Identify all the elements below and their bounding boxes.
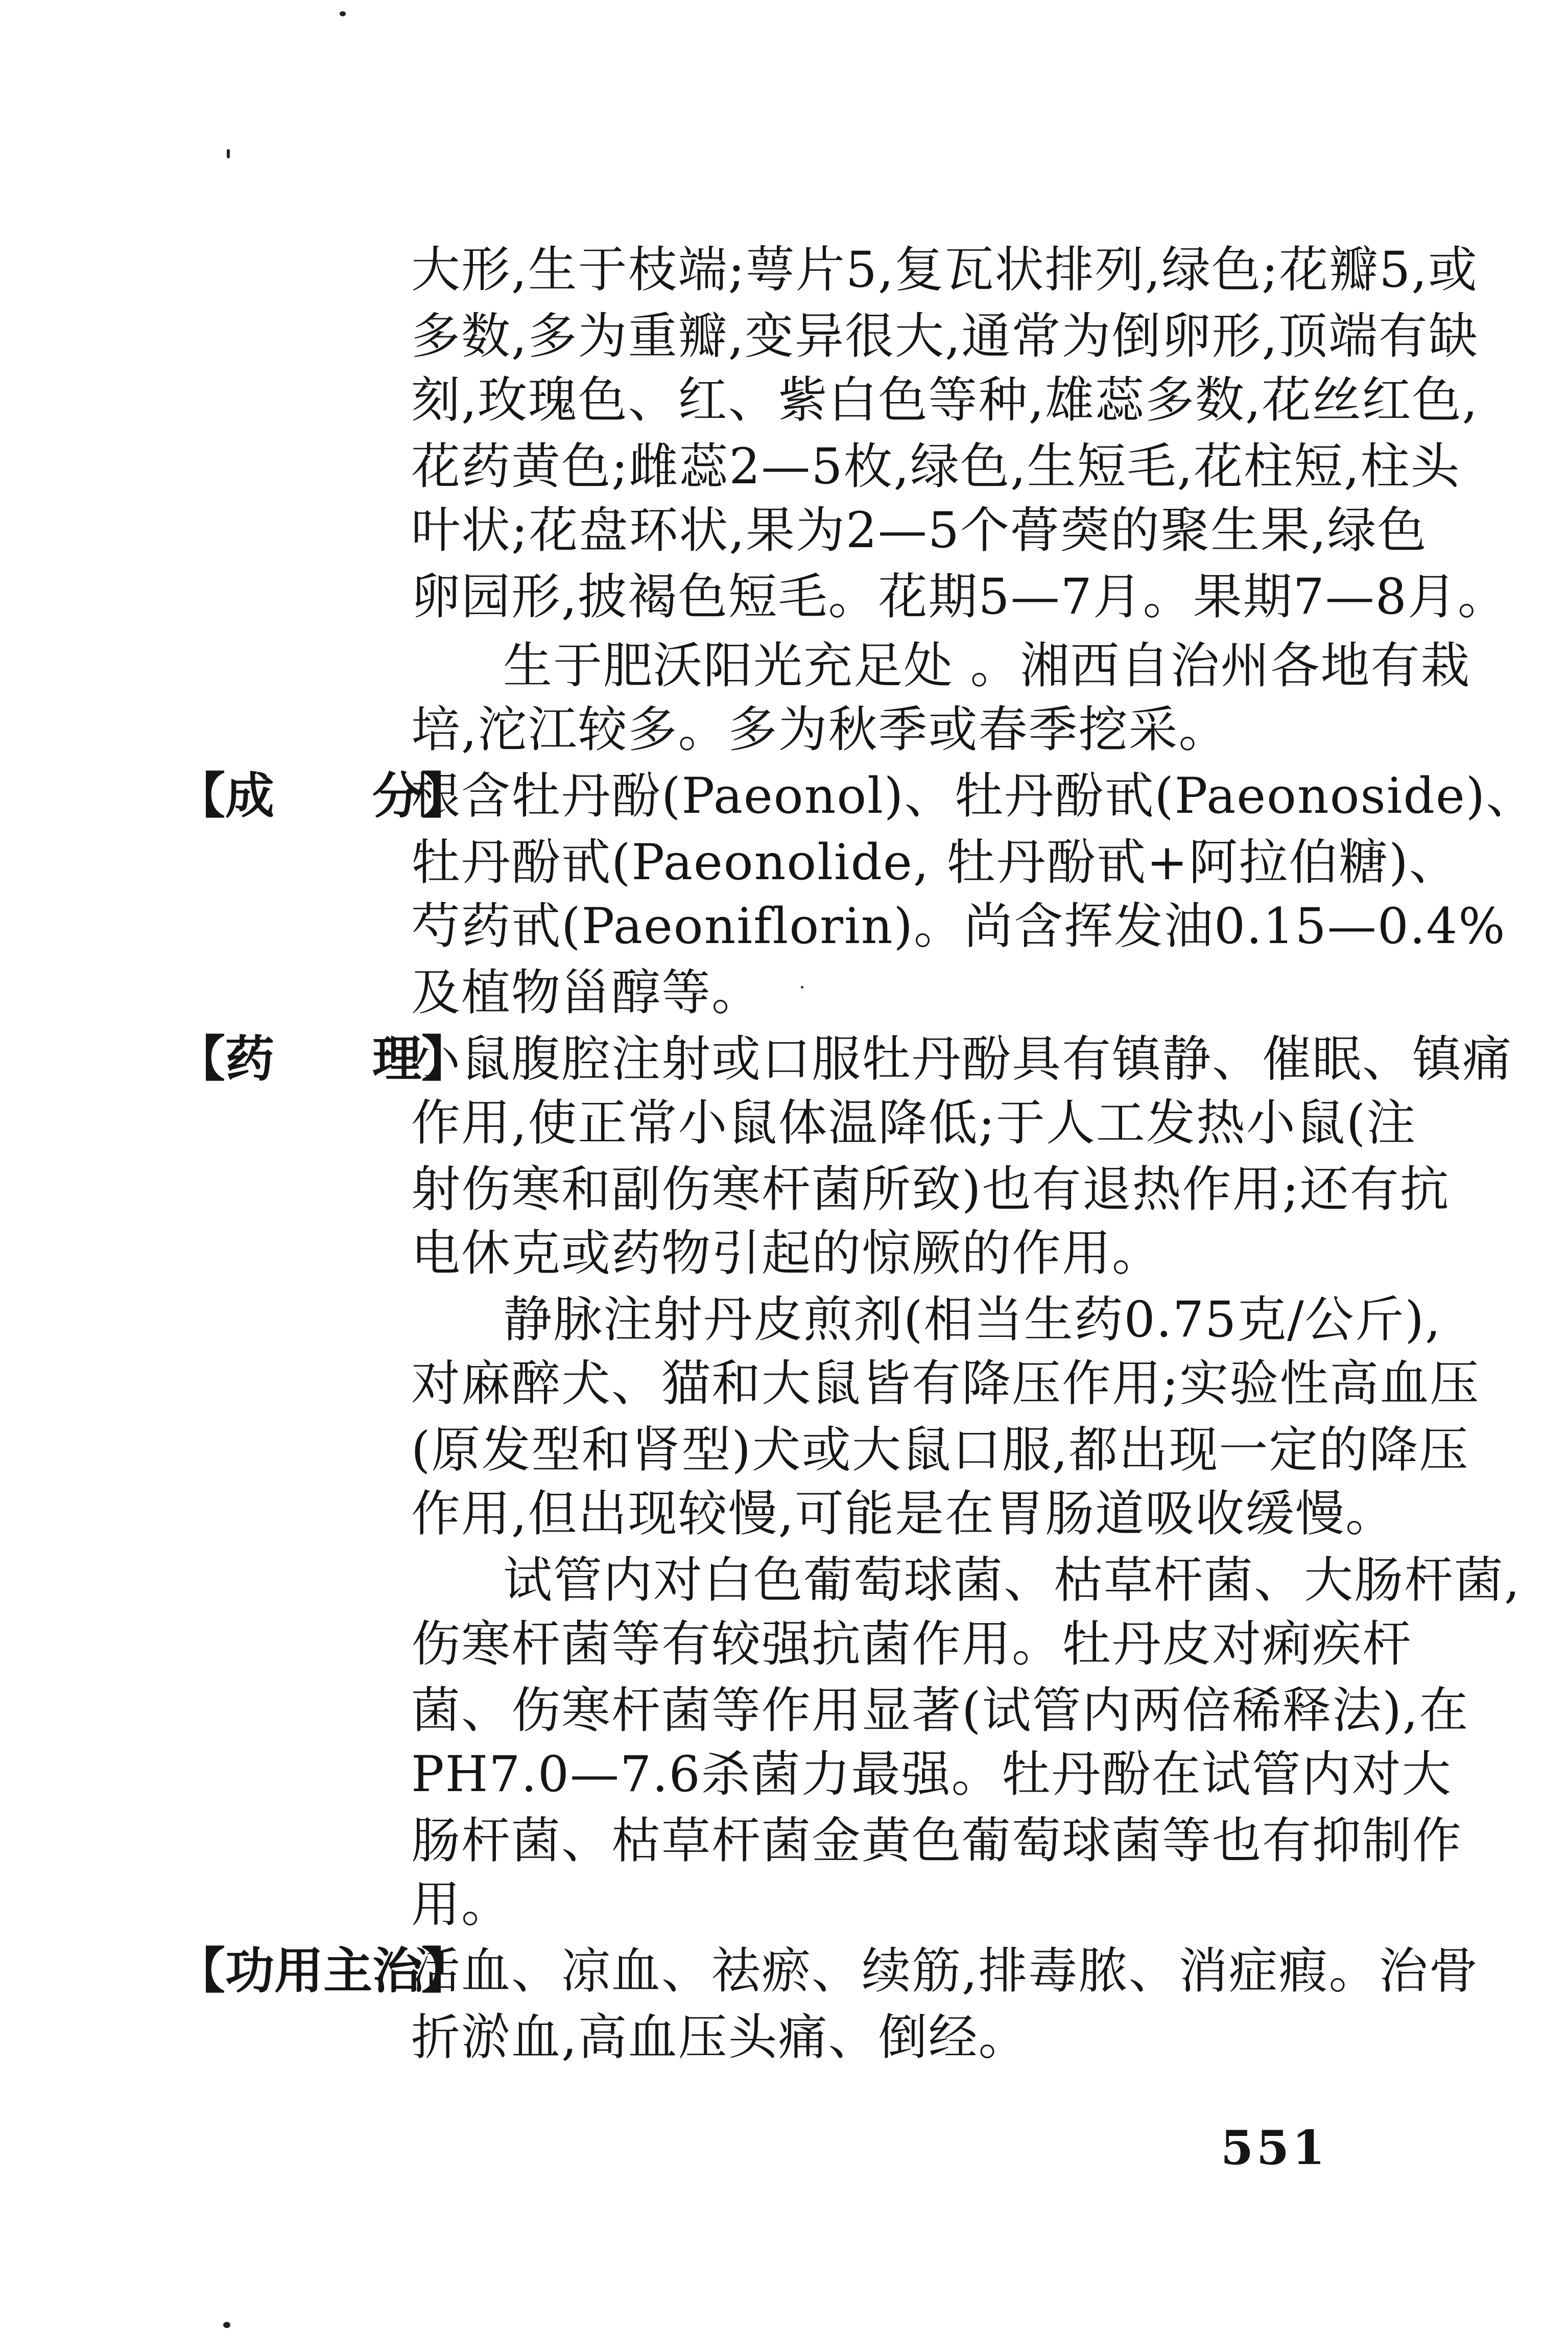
habitat-line: 培,沱江较多。多为秋季或春季挖采。: [411, 701, 1229, 758]
pharmacology-line: 用。: [411, 1876, 511, 1933]
pharmacology-line: (原发型和肾型)犬或大鼠口服,都出现一定的降压: [411, 1421, 1469, 1478]
pharmacology-line: 肠杆菌、枯草杆菌金黄色葡萄球菌等也有抑制作: [411, 1812, 1462, 1869]
pharmacology-line: 作用,但出现较慢,可能是在胃肠道吸收缓慢。: [411, 1485, 1396, 1542]
pharmacology-line: PH7.0—7.6杀菌力最强。牡丹酚在试管内对大: [411, 1746, 1452, 1803]
composition-line: 及植物甾醇等。: [411, 964, 762, 1021]
indications-line: 活血、凉血、祛瘀、续筋,排毒脓、消症瘕。治骨: [411, 1942, 1479, 2000]
page-number: 551: [1221, 2120, 1328, 2175]
composition-line: 芍药甙(Paeoniflorin)。尚含挥发油0.15—0.4%: [411, 898, 1506, 955]
pharmacology-line: 小鼠腹腔注射或口服牡丹酚具有镇静、催眠、镇痛: [411, 1030, 1512, 1088]
scan-speck: [340, 11, 346, 16]
pharmacology-line: 对麻醉犬、猫和大鼠皆有降压作用;实验性高血压: [411, 1355, 1480, 1412]
description-line: 叶状;花盘环状,果为2—5个蓇葖的聚生果,绿色: [411, 502, 1428, 559]
description-line: 刻,玫瑰色、红、紫白色等种,雄蕊多数,花丝红色,: [411, 371, 1479, 429]
description-line: 卵园形,披褐色短毛。花期5—7月。果期7—8月。: [411, 568, 1508, 625]
pharmacology-line: 射伤寒和副伤寒杆菌所致)也有退热作用;还有抗: [411, 1161, 1450, 1218]
section-label-indications: 【功用主治】: [176, 1942, 470, 2000]
scan-speck: [223, 2322, 230, 2328]
indications-line: 折淤血,高血压头痛、倒经。: [411, 2009, 1029, 2066]
pharmacology-line: 电休克或药物引起的惊厥的作用。: [411, 1225, 1162, 1282]
section-label-composition: 【成 分】: [176, 767, 470, 825]
composition-line: 牡丹酚甙(Paeonolide, 牡丹酚甙+阿拉伯糖)、: [411, 834, 1459, 891]
composition-line: 根含牡丹酚(Paeonol)、牡丹酚甙(Paeonoside)、: [411, 767, 1536, 825]
description-line: 多数,多为重瓣,变异很大,通常为倒卵形,顶端有缺: [411, 308, 1479, 365]
pharmacology-line: 作用,使正常小鼠体温降低;于人工发热小鼠(注: [411, 1094, 1417, 1151]
pharmacology-line: 试管内对白色葡萄球菌、枯草杆菌、大肠杆菌,: [503, 1551, 1521, 1609]
habitat-line: 生于肥沃阳光充足处 。湘西自治州各地有栽: [503, 637, 1471, 694]
description-line: 大形,生于枝端;萼片5,复瓦状排列,绿色;花瓣5,或: [411, 241, 1478, 298]
section-label-pharmacology: 【药 理】: [176, 1030, 470, 1088]
pharmacology-line: 菌、伤寒杆菌等作用显著(试管内两倍稀释法),在: [411, 1682, 1469, 1739]
pharmacology-line: 静脉注射丹皮煎剂(相当生药0.75克/公斤),: [503, 1291, 1442, 1348]
description-line: 花药黄色;雌蕊2—5枚,绿色,生短毛,花柱短,柱头: [411, 438, 1461, 495]
pharmacology-line: 伤寒杆菌等有较强抗菌作用。牡丹皮对痢疾杆: [411, 1615, 1412, 1673]
scan-speck: [227, 149, 230, 158]
